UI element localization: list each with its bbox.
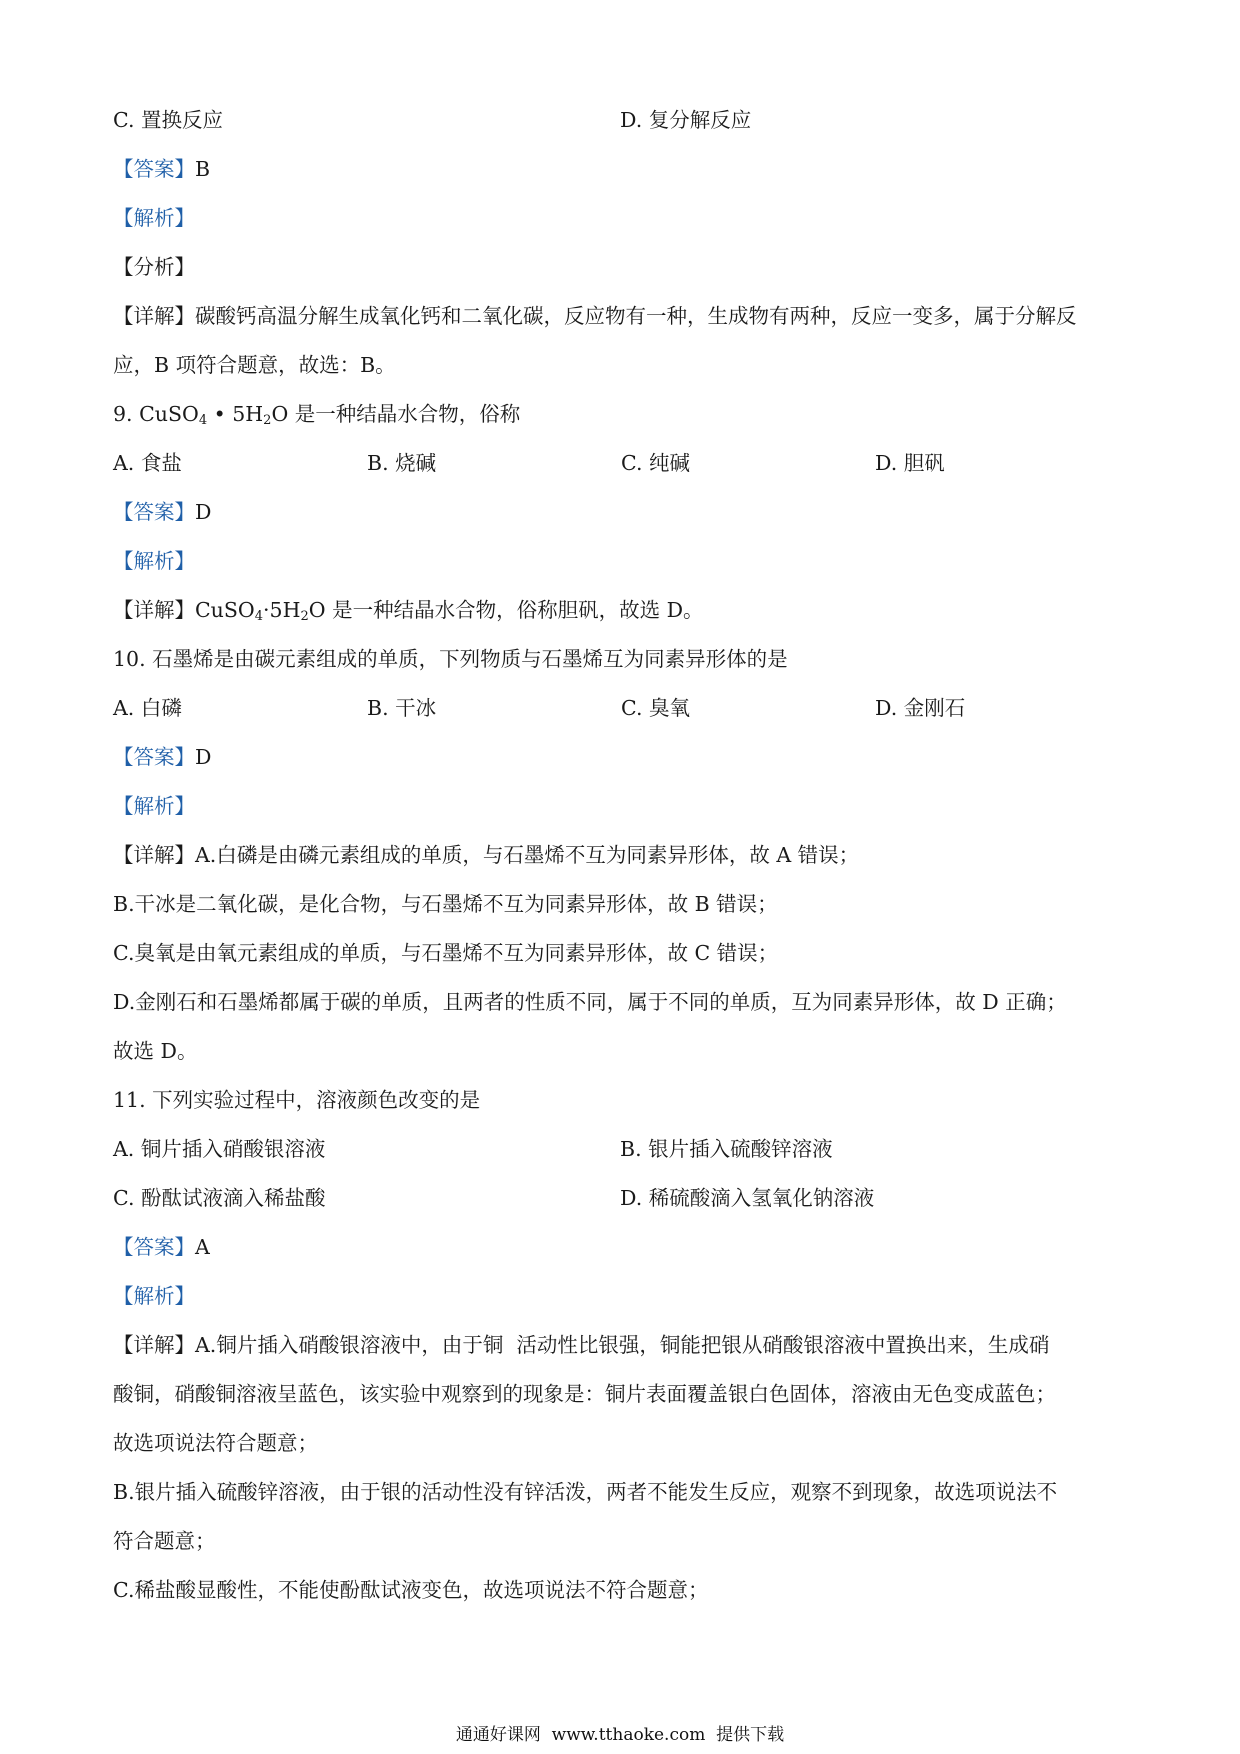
q9-subscript-4: 4 [198,413,208,428]
detail-tag: 【详解】 [113,304,195,328]
q9-option-c: C. 纯碱 [621,451,690,475]
answer-tag: 【答案】 [113,745,195,769]
q10-detail-c: C.臭氧是由氧元素组成的单质，与石墨烯不互为同素异形体，故 C 错误； [113,941,779,965]
q8-detail-text-1: 碳酸钙高温分解生成氧化钙和二氧化碳，反应物有一种，生成物有两种，反应一变多，属于分解反 [195,304,1077,328]
q9-formula-dot: • 5H [207,402,264,426]
detail-tag: 【详解】 [113,1333,195,1357]
q11-detail-b2: 符合题意； [113,1529,216,1553]
answer-tag: 【答案】 [113,1235,195,1259]
q9-options [113,439,1133,488]
q9-detail-subscript-2: 2 [300,609,309,624]
analysis-tag: 【解析】 [113,1284,195,1308]
q10-detail-a [113,831,1133,880]
q9-answer [113,488,1133,537]
q10-answer [113,733,1133,782]
q10-detail-b: B.干冰是二氧化碳，是化合物，与石墨烯不互为同素异形体，故 B 错误； [113,892,778,916]
q9-formula-part: CuSO [139,402,199,426]
q11-option-c: C. 酚酞试液滴入稀盐酸 [113,1186,326,1210]
q9-option-b: B. 烧碱 [367,451,437,475]
q9-number: 9. [113,402,140,426]
fenxi-tag: 【分析】 [113,255,195,279]
q9-option-d: D. 胆矾 [875,451,945,475]
q9-detail-formula: CuSO [195,598,255,622]
q10-stem: 10. 石墨烯是由碳元素组成的单质，下列物质与石墨烯互为同素异形体的是 [113,647,788,671]
q11-detail-b1: B.银片插入硫酸锌溶液，由于银的活动性没有锌活泼，两者不能发生反应，观察不到现象，故选项说法不 [113,1480,1058,1504]
detail-tag: 【详解】 [113,843,195,867]
q11-answer [113,1223,1133,1272]
q9-stem-text: 是一种结晶水合物，俗称 [288,402,521,426]
document-page [113,96,1133,1615]
answer-tag: 【答案】 [113,500,195,524]
q11-options-cd [113,1174,1133,1223]
q10-answer-value: D [195,745,212,769]
q8-answer-value: B [195,157,211,181]
q9-detail [113,586,1133,635]
detail-tag: 【详解】 [113,598,195,622]
q10-option-b: B. 干冰 [367,696,437,720]
page-footer: 通通好课网 www.tthaoke.com 提供下载 [455,1725,785,1745]
q11-detail-a2: 酸铜，硝酸铜溶液呈蓝色，该实验中观察到的现象是：铜片表面覆盖银白色固体，溶液由无色变成蓝色； [113,1382,1056,1406]
q10-option-a: A. 白磷 [113,696,182,720]
q11-detail-a1-text: A.铜片插入硝酸银溶液中，由于铜 活动性比银强，铜能把银从硝酸银溶液中置换出来，生成硝 [195,1333,1050,1357]
q8-detail-line-2 [113,341,1133,390]
q8-detail-text-2: 应，B 项符合题意，故选：B。 [113,353,396,377]
q11-option-b: B. 银片插入硫酸锌溶液 [620,1137,833,1161]
q8-fenxi-heading [113,243,1133,292]
q9-stem [113,390,1133,439]
analysis-tag: 【解析】 [113,794,195,818]
q9-detail-text: 是一种结晶水合物，俗称胆矾，故选 D。 [325,598,704,622]
q11-options-ab [113,1125,1133,1174]
q11-analysis-heading [113,1272,1133,1321]
analysis-tag: 【解析】 [113,549,195,573]
q8-answer [113,145,1133,194]
q11-detail-a1 [113,1321,1133,1370]
q8-options-cd [113,96,1133,145]
q9-answer-value: D [195,500,212,524]
q8-option-d: D. 复分解反应 [620,108,752,132]
q8-detail-line-1 [113,292,1133,341]
q8-analysis-heading [113,194,1133,243]
q11-option-a: A. 铜片插入硝酸银溶液 [113,1137,326,1161]
q10-conclusion: 故选 D。 [113,1039,198,1063]
q9-detail-dot: ·5H [263,598,301,622]
q9-detail-subscript-4: 4 [254,609,264,624]
q11-detail-a3: 故选项说法符合题意； [113,1431,318,1455]
q10-option-d: D. 金刚石 [875,696,966,720]
q9-analysis-heading [113,537,1133,586]
analysis-tag: 【解析】 [113,206,195,230]
q10-detail-a-text: A.白磷是由磷元素组成的单质，与石墨烯不互为同素异形体，故 A 错误； [195,843,860,867]
q11-answer-value: A [195,1235,210,1259]
q10-option-c: C. 臭氧 [621,696,690,720]
q11-detail-c: C.稀盐酸显酸性，不能使酚酞试液变色，故选项说法不符合题意； [113,1578,709,1602]
q10-options [113,684,1133,733]
q10-detail-d: D.金刚石和石墨烯都属于碳的单质，且两者的性质不同，属于不同的单质，互为同素异形体，故 D 正确； [113,990,1067,1014]
q9-option-a: A. 食盐 [113,451,182,475]
answer-tag: 【答案】 [113,157,195,181]
q11-option-d: D. 稀硫酸滴入氢氧化钠溶液 [620,1186,875,1210]
q9-subscript-2: 2 [263,413,272,428]
q11-stem: 11. 下列实验过程中，溶液颜色改变的是 [113,1088,481,1112]
q9-formula-o: O [271,402,289,426]
q9-detail-o: O [308,598,326,622]
q8-option-c: C. 置换反应 [113,108,223,132]
q10-analysis-heading [113,782,1133,831]
